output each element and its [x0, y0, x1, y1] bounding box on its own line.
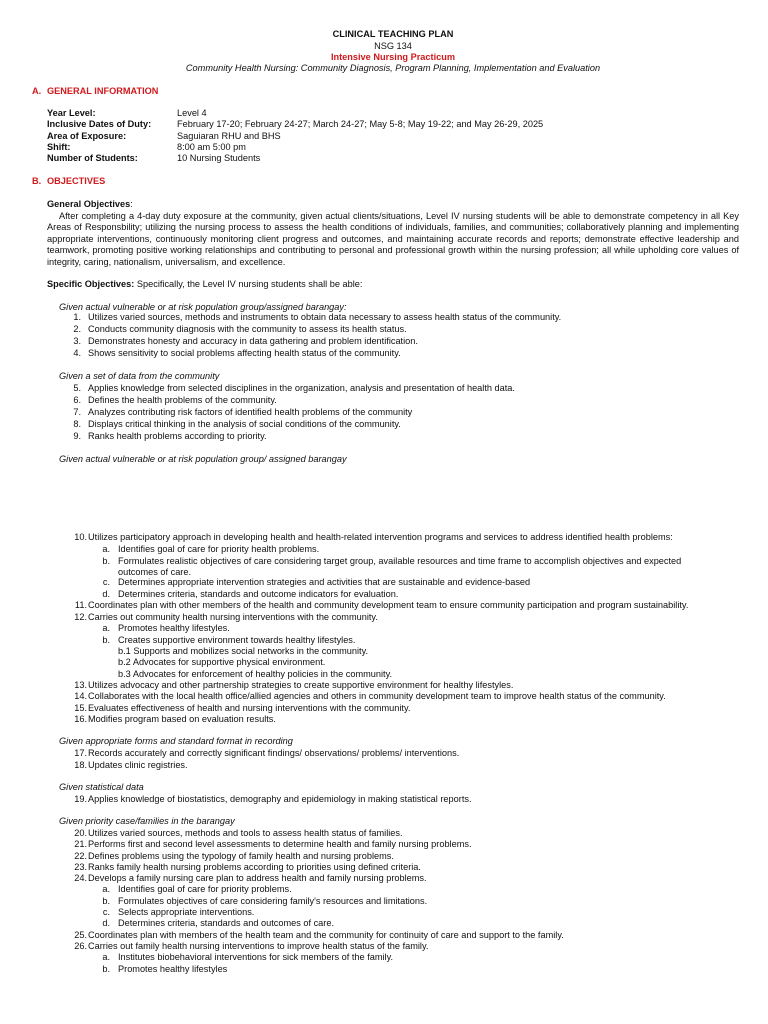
- item-text: Shows sensitivity to social problems affecting health status of the community.: [88, 348, 401, 358]
- item-text: Ranks health problems according to priority.: [88, 431, 267, 441]
- item-number: 5.: [73, 383, 81, 393]
- general-objectives-label: General Objectives: [47, 199, 131, 209]
- info-row: [47, 119, 543, 130]
- item-number: 20.: [74, 828, 87, 838]
- info-row: [47, 153, 543, 164]
- section-b-heading: [32, 176, 105, 188]
- objective-item: [47, 964, 228, 976]
- info-row: [47, 108, 543, 119]
- item-text: Utilizes varied sources, methods and tools to assess health status of families.: [88, 828, 403, 838]
- objective-item: [47, 907, 255, 919]
- item-number: 18.: [74, 760, 87, 770]
- item-text: Records accurately and correctly significant findings/ observations/ problems/ interventions.: [88, 748, 460, 758]
- objective-item: [47, 918, 335, 930]
- item-text: Updates clinic registries.: [88, 760, 188, 770]
- objective-item: [47, 828, 403, 840]
- item-number: d.: [102, 918, 110, 928]
- given-statement: Given a set of data from the community: [59, 371, 220, 381]
- item-number: 15.: [74, 703, 87, 713]
- objective-item: [47, 431, 267, 443]
- item-number: 4.: [73, 348, 81, 358]
- item-number: 14.: [74, 691, 87, 701]
- general-info-list: [47, 108, 543, 164]
- general-objectives: General Objectives: After completing a 4-day duty exposure at the community, given actual clients/situations, Level IV nursing students will be able to demonstrate competency in all Key Areas of Responsbility; utilizing the nursing process to assess the health conditions of individuals, families, and communities; collaboratively planning and implementing appropriate interventions, continuously monitoring client progress and outcomes, and maintaining accurate records and reports; demonstrate effective leadership and teamwork, promoting positive working relationships and contributing to personal and professional growth within the nursing profession; all while upholding core values of integrity, caring, nationalism, universalism, and excellence.: [47, 199, 739, 267]
- objective-item: [47, 407, 413, 419]
- item-text: Evaluates effectiveness of health and nursing interventions with the community.: [88, 703, 411, 713]
- objective-item: [47, 544, 320, 556]
- objective-item: [47, 884, 292, 896]
- objective-item: [47, 623, 230, 635]
- objective-item: [47, 646, 369, 658]
- info-label: Year Level:: [47, 108, 96, 118]
- item-text: Analyzes contributing risk factors of identified health problems of the community: [88, 407, 413, 417]
- section-letter: A.: [32, 86, 42, 96]
- item-number: b.: [102, 896, 110, 906]
- item-text: Applies knowledge of biostatistics, demography and epidemiology in making statistical reports.: [88, 794, 472, 804]
- item-text: Carries out community health nursing interventions with the community.: [88, 612, 378, 622]
- item-number: d.: [102, 589, 110, 599]
- item-text: Modifies program based on evaluation results.: [88, 714, 276, 724]
- practicum-title: Intensive Nursing Practicum: [330, 52, 456, 62]
- item-text: Institutes biobehavioral interventions for sick members of the family.: [118, 952, 394, 962]
- objective-item: [47, 395, 277, 407]
- item-text: Promotes healthy lifestyles.: [118, 623, 230, 633]
- item-text: b.2 Advocates for supportive physical environment.: [118, 657, 326, 667]
- item-text: Identifies goal of care for priority health problems.: [118, 544, 320, 554]
- item-text: Promotes healthy lifestyles: [118, 964, 228, 974]
- objective-item: [47, 760, 188, 772]
- item-number: 9.: [73, 431, 81, 441]
- objective-item: [47, 691, 666, 703]
- item-number: 22.: [74, 851, 87, 861]
- item-text: Utilizes varied sources, methods and instruments to obtain data necessary to assess health status of the community.: [88, 312, 562, 322]
- item-number: 10.: [74, 532, 87, 542]
- item-number: 8.: [73, 419, 81, 429]
- item-text: Formulates objectives of care considering family's resources and limitations.: [118, 896, 428, 906]
- doc-subtitle: Community Health Nursing: Community Diagnosis, Program Planning, Implementation and Evaluation: [185, 63, 601, 73]
- section-title: OBJECTIVES: [47, 176, 106, 186]
- objective-item: [47, 532, 673, 544]
- objective-item: [47, 600, 689, 612]
- given-statement: Given actual vulnerable or at risk population group/assigned barangay:: [59, 302, 347, 312]
- item-number: b.: [102, 556, 110, 566]
- specific-objectives-text: Specifically, the Level IV nursing students shall be able:: [136, 279, 363, 289]
- objective-item: [47, 873, 427, 885]
- item-text: Creates supportive environment towards healthy lifestyles.: [118, 635, 356, 645]
- item-number: 21.: [74, 839, 87, 849]
- info-label: Shift:: [47, 141, 71, 152]
- specific-objectives: [47, 279, 739, 291]
- item-number: 17.: [74, 748, 87, 758]
- objective-item: [47, 941, 429, 953]
- objective-item: [47, 336, 418, 348]
- item-number: b.: [102, 635, 110, 645]
- specific-objectives-label: Specific Objectives:: [47, 279, 135, 289]
- info-row: [47, 131, 543, 142]
- objective-item: [47, 794, 472, 806]
- objective-item: [47, 612, 378, 624]
- item-text: Determines criteria, standards and outcome indicators for evaluation.: [118, 589, 399, 599]
- objective-item: [47, 635, 356, 647]
- info-label: Area of Exposure:: [47, 130, 127, 141]
- item-text: Collaborates with the local health office/allied agencies and others in community development team to improve health status of the community.: [88, 691, 666, 701]
- info-value: 10 Nursing Students: [177, 153, 261, 164]
- info-label: Inclusive Dates of Duty:: [47, 119, 152, 130]
- section-letter: B.: [32, 176, 42, 186]
- item-number: 12.: [74, 612, 87, 622]
- item-number: c.: [102, 577, 110, 587]
- item-text: outcomes of care.: [118, 567, 192, 577]
- item-text: Determines appropriate intervention strategies and activities that are sustainable and evidence-based: [118, 577, 531, 587]
- objective-item: [47, 383, 515, 395]
- objective-item: [47, 896, 428, 908]
- objective-item: [47, 348, 401, 360]
- objective-item: [47, 748, 460, 760]
- item-text: Selects appropriate interventions.: [118, 907, 255, 917]
- item-number: 25.: [74, 930, 87, 940]
- info-value: Level 4: [177, 108, 207, 118]
- item-text: Coordinates plan with other members of the health and community development team to ensure community participation and program sustainability.: [88, 600, 689, 610]
- item-number: a.: [102, 623, 110, 633]
- objective-item: [47, 589, 399, 601]
- general-objectives-text: After completing a 4-day duty exposure at the community, given actual clients/situations, Level IV nursing students will be able to demonstrate competency in all Key Areas of Responsbility; utilizing the nursing process to assess the health conditions of individuals, families, and communities; collaboratively planning and implementing appropriate interventions, continuously monitoring client progress and outcomes, and maintaining accurate records and reports; demonstrate effective leadership and teamwork, promoting positive working relationships and contributing to personal and professional growth within the nursing profession; all while upholding core values of integrity, caring, nationalism, universalism, and excellence.: [47, 210, 739, 267]
- info-value: 8:00 am 5:00 pm: [177, 141, 246, 152]
- objective-item: [47, 312, 562, 324]
- given-statement: Given statistical data: [59, 782, 144, 792]
- info-value: February 17-20; February 24-27; March 24-27; May 5-8; May 19-22; and May 26-29, 2025: [177, 119, 544, 130]
- item-text: b.1 Supports and mobilizes social networks in the community.: [118, 646, 369, 656]
- info-label: Number of Students:: [47, 153, 138, 164]
- objective-item: [47, 680, 514, 692]
- item-text: Demonstrates honesty and accuracy in data gathering and problem identification.: [88, 336, 418, 346]
- item-text: Utilizes advocacy and other partnership strategies to create supportive environment for healthy lifestyles.: [88, 680, 514, 690]
- given-statement: Given appropriate forms and standard format in recording: [59, 736, 293, 746]
- objective-item: [47, 839, 472, 851]
- objective-item: [47, 930, 564, 942]
- given-statement: Given actual vulnerable or at risk population group/ assigned barangay: [59, 454, 347, 464]
- info-value: Saguiaran RHU and BHS: [177, 130, 281, 141]
- item-text: b.3 Advocates for enforcement of healthy policies in the community.: [118, 669, 393, 679]
- item-number: a.: [102, 952, 110, 962]
- item-number: a.: [102, 544, 110, 554]
- objective-item: [47, 324, 407, 336]
- item-number: 7.: [73, 407, 81, 417]
- section-a-heading: [32, 86, 158, 98]
- objective-item: [47, 862, 421, 874]
- objective-item: [47, 703, 411, 715]
- objective-item: [47, 714, 276, 726]
- section-title: GENERAL INFORMATION: [47, 86, 159, 96]
- item-number: 24.: [74, 873, 87, 883]
- item-number: 3.: [73, 336, 81, 346]
- item-text: Develops a family nursing care plan to address health and family nursing problems.: [88, 873, 427, 883]
- item-number: c.: [102, 907, 110, 917]
- objective-item: [47, 851, 394, 863]
- objective-item: [47, 419, 401, 431]
- objective-item: [47, 952, 394, 964]
- doc-title: CLINICAL TEACHING PLAN: [332, 29, 454, 39]
- item-number: 26.: [74, 941, 87, 951]
- item-number: 16.: [74, 714, 87, 724]
- item-text: Defines the health problems of the community.: [88, 395, 277, 405]
- item-number: 2.: [73, 324, 81, 334]
- item-text: Formulates realistic objectives of care considering target group, available resources and time frame to accomplish objectives and expected: [118, 556, 682, 566]
- item-number: a.: [102, 884, 110, 894]
- item-number: 19.: [74, 794, 87, 804]
- item-text: Conducts community diagnosis with the community to assess its health status.: [88, 324, 407, 334]
- given-statement: Given priority case/families in the barangay: [59, 816, 235, 826]
- item-text: Performs first and second level assessments to determine health and family nursing problems.: [88, 839, 472, 849]
- item-number: 1.: [73, 312, 81, 322]
- item-text: Defines problems using the typology of family health and nursing problems.: [88, 851, 394, 861]
- item-number: 6.: [73, 395, 81, 405]
- item-text: Determines criteria, standards and outcomes of care.: [118, 918, 335, 928]
- item-text: Ranks family health nursing problems according to priorities using defined criteria.: [88, 862, 421, 872]
- objective-item: [47, 556, 682, 568]
- course-code: NSG 134: [374, 41, 412, 51]
- info-row: [47, 142, 543, 153]
- item-text: Applies knowledge from selected disciplines in the organization, analysis and presentation of health data.: [88, 383, 515, 393]
- item-text: Coordinates plan with members of the health team and the community for continuity of care and support to the family.: [88, 930, 564, 940]
- item-number: 11.: [74, 600, 87, 610]
- objective-item: [47, 577, 531, 589]
- item-number: b.: [102, 964, 110, 974]
- objective-item: [47, 669, 393, 681]
- item-text: Carries out family health nursing interventions to improve health status of the family.: [88, 941, 429, 951]
- item-number: 13.: [74, 680, 87, 690]
- objective-item: [47, 657, 326, 669]
- item-number: 23.: [74, 862, 87, 872]
- item-text: Identifies goal of care for priority problems.: [118, 884, 292, 894]
- item-text: Displays critical thinking in the analysis of social conditions of the community.: [88, 419, 401, 429]
- item-text: Utilizes participatory approach in developing health and health-related intervention programs and services to address identified health problems:: [88, 532, 673, 542]
